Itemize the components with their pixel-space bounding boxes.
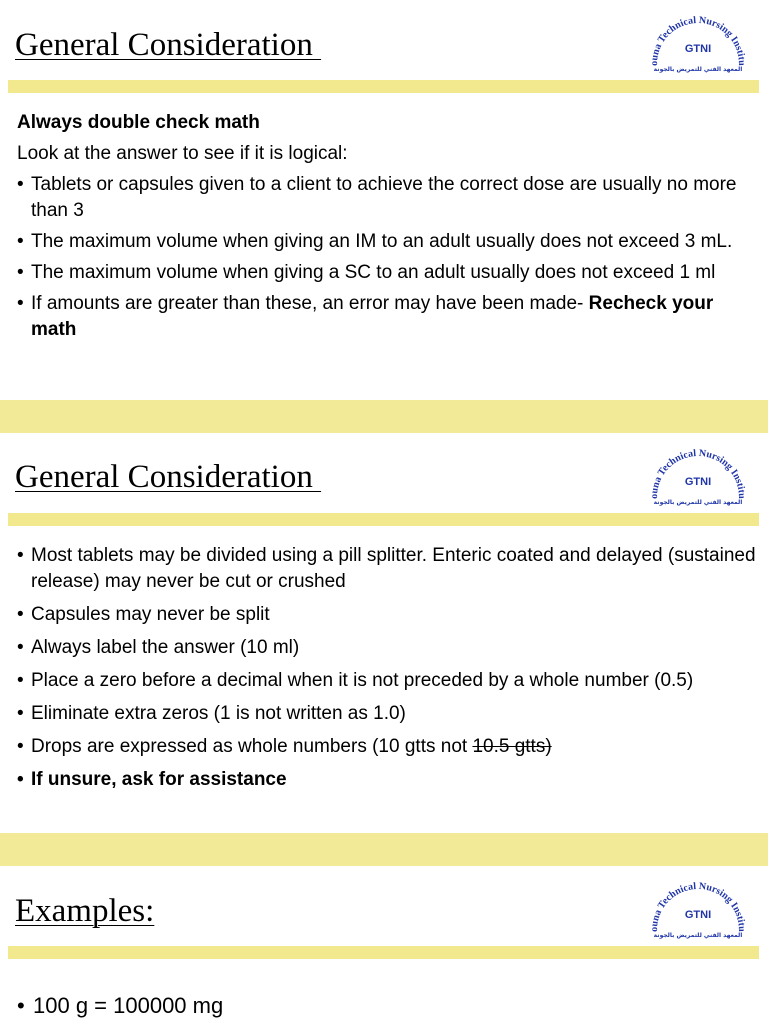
bullet-icon: • [17,993,25,1018]
bullet-text: Eliminate extra zeros (1 is not written as 1.0) [31,703,406,724]
bullet-text: Tablets or capsules given to a client to achieve the correct dose are usually no more than 3 [31,174,737,221]
title-divider-bar [8,513,759,526]
title-divider-bar [8,946,759,959]
bullet-icon: • [17,736,24,757]
bullet-text: If unsure, ask for assistance [31,769,287,790]
bullet-text: The maximum volume when giving an IM to an adult usually does not exceed 3 mL. [31,231,733,252]
bullet-item [17,260,757,286]
logo-arabic-text: المعهد الفني للتمريض بالجونة [653,66,743,73]
bullet-text-emphasis: Recheck your math [31,293,714,340]
bullet-icon: • [17,174,24,195]
slide-body [17,110,757,343]
bullet-icon: • [17,769,24,790]
intro-text: Look at the answer to see if it is logical: [17,143,348,164]
bullet-text: If amounts are greater than these, an error may have been made- [31,293,589,314]
slide-body [17,543,757,793]
bullet-icon: • [17,231,24,252]
slide-heading: Always double check math [17,112,260,133]
logo-abbr: GTNI [684,909,712,921]
bullet-item [17,229,757,255]
gtni-logo-icon [647,8,747,90]
bullet-item [17,993,757,1019]
bullet-icon: • [17,670,24,691]
bullet-text: Drops are expressed as whole numbers (10 gtts not [31,736,473,757]
bullet-text: Place a zero before a decimal when it is not preceded by a whole number (0.5) [31,670,694,691]
bullet-text: Capsules may never be split [31,604,270,625]
title-divider-bar [8,80,759,93]
bullet-item [17,668,757,694]
logo-arabic-text: المعهد الفني للتمريض بالجونة [653,932,743,939]
bullet-icon: • [17,293,24,314]
slide-2 [0,433,768,833]
logo-arabic-text: المعهد الفني للتمريض بالجونة [653,499,743,506]
bullet-text: Most tablets may be divided using a pill splitter. Enteric coated and delayed (sustained release) may never be cut or crushed [31,545,756,592]
bullet-item [17,291,757,343]
gtni-logo [647,8,747,90]
slide-title: General Consideration [15,27,322,63]
logo-arc-text: ouna Technical Nursing Institu [648,14,747,66]
bullet-item [17,172,757,224]
bullet-text: 100 g = 100000 mg [33,993,224,1018]
struck-text: 10.5 gtts) [472,736,552,757]
slide-separator [0,400,768,433]
bullet-icon: • [17,604,24,625]
logo-abbr: GTNI [684,43,712,55]
gtni-logo [647,441,747,523]
slide-1 [0,0,768,400]
bullet-icon: • [17,703,24,724]
slide-3 [0,866,768,1024]
slide-title: General Consideration [15,459,322,495]
bullet-item [17,635,757,661]
bullet-item [17,734,757,760]
gtni-logo-icon [647,441,747,523]
bullet-item [17,543,757,595]
logo-abbr: GTNI [684,476,712,488]
logo-arc-text: ouna Technical Nursing Institu [648,880,747,932]
gtni-logo-icon [647,874,747,956]
bullet-item [17,602,757,628]
bullet-item [17,701,757,727]
slide-title: Examples: [15,893,155,929]
bullet-text: The maximum volume when giving a SC to an adult usually does not exceed 1 ml [31,262,716,283]
slide-body [17,993,757,1019]
bullet-icon: • [17,262,24,283]
bullet-item [17,767,757,793]
bullet-icon: • [17,545,24,566]
svg-text:Gouna Technical Nursing Instit [647,874,747,932]
slide-separator [0,833,768,866]
bullet-icon: • [17,637,24,658]
gtni-logo [647,874,747,956]
svg-text:Gouna Technical Nursing Instit [647,8,747,66]
logo-arc-text: ouna Technical Nursing Institu [648,447,747,499]
svg-text:Gouna Technical Nursing Instit [647,441,747,499]
bullet-text: Always label the answer (10 ml) [31,637,300,658]
